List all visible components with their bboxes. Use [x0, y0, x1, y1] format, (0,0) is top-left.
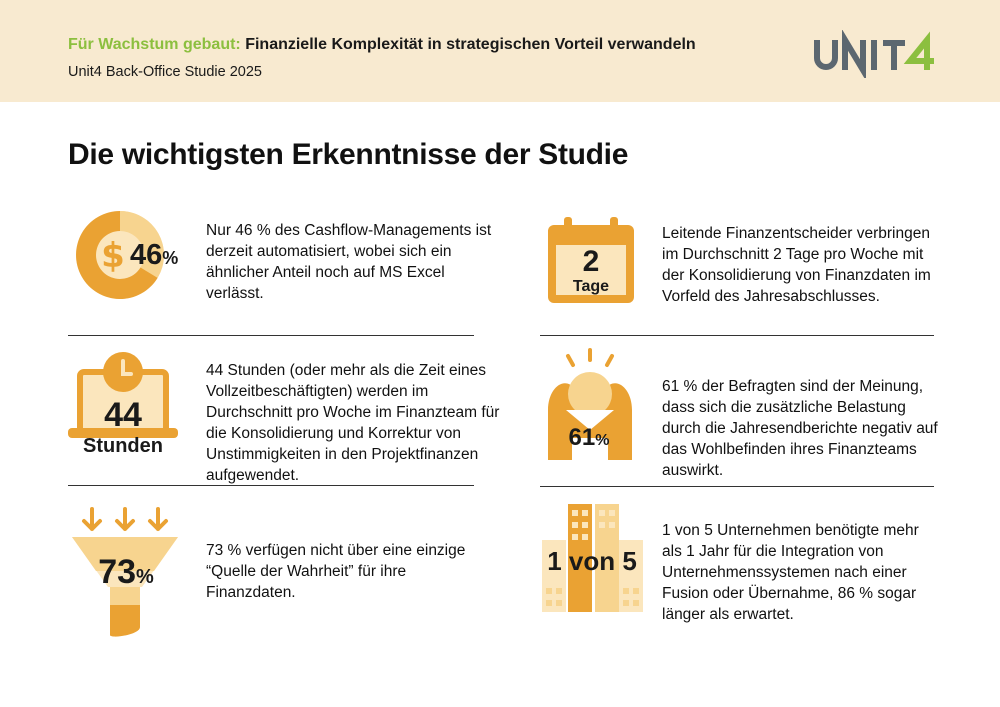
stat-wellbeing-unit: % [595, 432, 610, 449]
header-banner [0, 0, 1000, 102]
unit4-logo [812, 30, 937, 78]
stat-cashflow [130, 239, 178, 272]
main-title: Die wichtigsten Erkenntnisse der Studie [68, 138, 629, 171]
svg-text:$: $ [101, 236, 125, 276]
finding-wellbeing-text: 61 % der Befragten sind der Meinung, dass sich die zusätzliche Belastung durch die Jahresendberichte negativ auf das Wohlbefinden ihres Finanzteams auswirkt. [662, 378, 938, 479]
stat-days-unit: Tage [572, 278, 610, 295]
stat-hours-value: 44 [104, 396, 142, 434]
stat-cashflow-unit: % [162, 248, 179, 268]
stat-integration-value: 1 von 5 [547, 546, 637, 576]
divider-left-2 [68, 485, 474, 486]
stat-single-source [78, 553, 174, 592]
finding-hours-text: 44 Stunden (oder mehr als die Zeit eines Vollzeitbeschäftigten) werden im Durchschnitt pro Woche im Finanzteam für die Konsolidierung und Korrektur von Unstimmigkeiten in den Projektfinanzen aufgewendet. [206, 362, 500, 484]
stat-single-source-unit: % [136, 566, 154, 588]
divider-left-1 [68, 335, 474, 336]
header-title [68, 36, 696, 54]
finding-consolidation-days-text: Leitende Finanzentscheider verbringen im Durchschnitt 2 Tage pro Woche mit der Konsolidierung von Finanzdaten im Vorfeld des Jahresabschlusses. [662, 225, 931, 305]
divider-right-1 [540, 335, 934, 336]
finding-single-source-text: 73 % verfügen nicht über eine einzige “Quelle der Wahrheit” für ihre Finanzdaten. [206, 542, 466, 601]
stat-single-source-value: 73 [98, 553, 137, 591]
divider-right-2 [540, 486, 934, 487]
header-title-rest: Finanzielle Komplexität in strategischen Vorteil verwandeln [240, 36, 696, 53]
finding-integration-text: 1 von 5 Unternehmen benötigte mehr als 1 Jahr für die Integration von Unternehmenssystemen nach einer Fusion oder Übernahme, 86 % sogar länger als erwartet. [662, 522, 919, 623]
header-title-accent: Für Wachstum gebaut: [68, 36, 241, 53]
header-subtitle: Unit4 Back-Office Studie 2025 [68, 64, 262, 80]
finding-cashflow-text: Nur 46 % des Cashflow-Managements ist derzeit automatisiert, wobei sich ein ähnlicher Anteil noch auf MS Excel verlässt. [206, 222, 492, 302]
stat-wellbeing [553, 424, 625, 452]
stat-hours-unit: Stunden [83, 435, 163, 457]
stat-cashflow-value: 46 [130, 239, 163, 271]
stat-days-value: 2 [582, 245, 600, 278]
stat-wellbeing-value: 61 [568, 424, 596, 451]
